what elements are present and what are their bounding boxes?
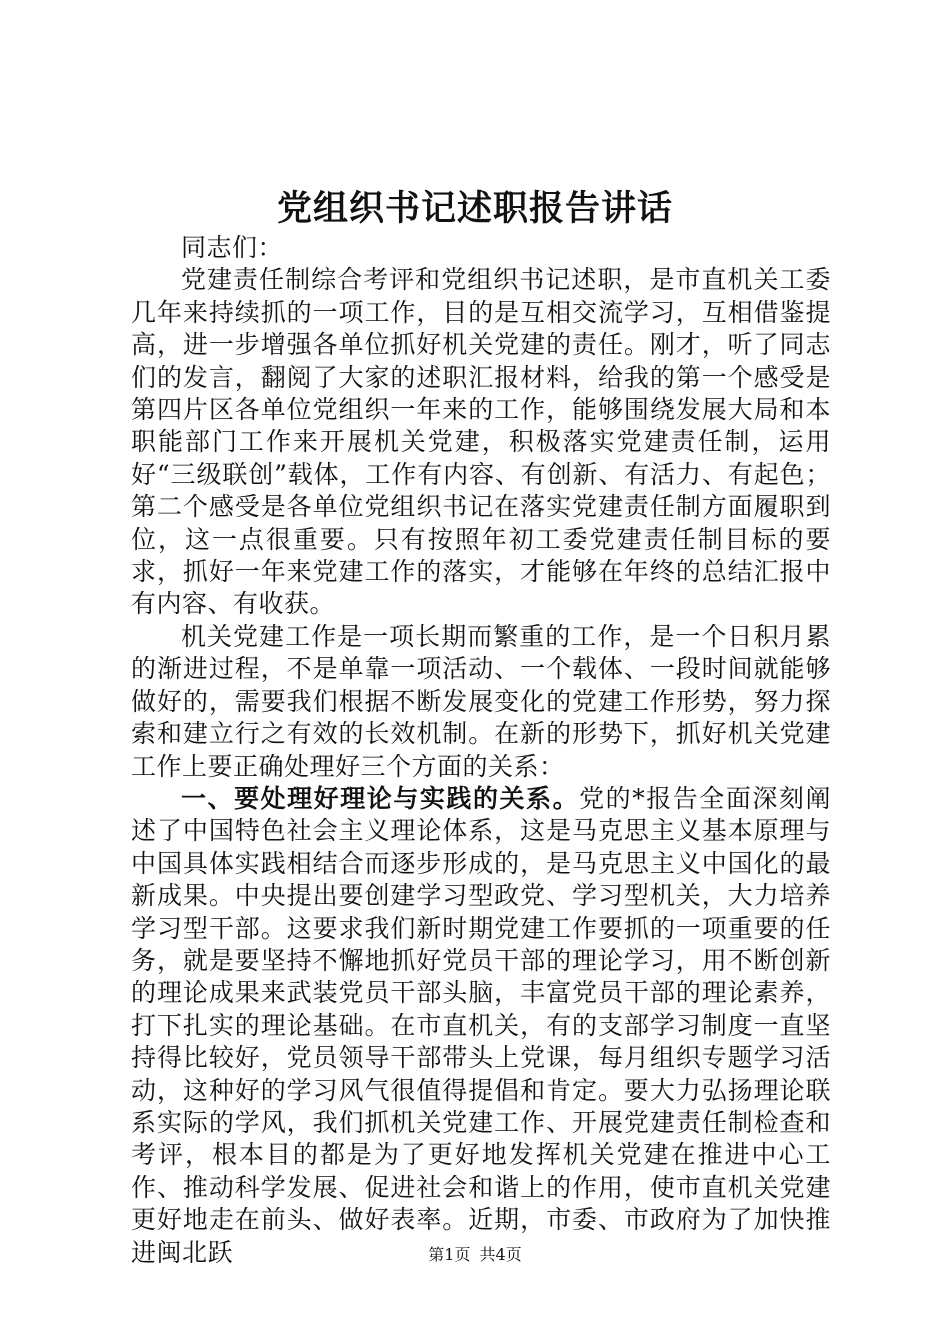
- document-body: [131, 232, 831, 1269]
- page-number: 第1页: [428, 1245, 471, 1264]
- section-1-text: 党的*报告全面深刻阐述了中国特色社会主义理论体系，这是马克思主义基本原理与中国具体实践相结合而逐步形成的，是马克思主义中国化的最新成果。中央提出要创建学习型政党、学习型机关，大力培养学习型干部。这要求我们新时期党建工作要抓的一项重要的任务，就是要坚持不懈地抓好党员干部的理论学习，用不断创新的理论成果来武装党员干部头脑，丰富党员干部的理论素养，打下扎实的理论基础。在市直机关，有的支部学习制度一直坚持得比较好，党员领导干部带头上党课，每月组织专题学习活动，这种好的学习风气很值得提倡和肯定。要大力弘扬理论联系实际的学风，我们抓机关党建工作、开展党建责任制检查和考评，根本目的都是为了更好地发挥机关党建在推进中心工作、推动科学发展、促进社会和谐上的作用，使市直机关党建更好地走在前头、做好表率。近期，市委、市政府为了加快推进闽北跃: [131, 783, 831, 1267]
- paragraph-1: 党建责任制综合考评和党组织书记述职，是市直机关工委几年来持续抓的一项工作，目的是互相交流学习，互相借鉴提高，进一步增强各单位抓好机关党建的责任。刚才，听了同志们的发言，翻阅了大家的述职汇报材料，给我的第一个感受是第四片区各单位党组织一年来的工作，能够围绕发展大局和本职能部门工作来开展机关党建，积极落实党建责任制，运用好“三级联创”载体，工作有内容、有创新、有活力、有起色；第二个感受是各单位党组织书记在落实党建责任制方面履职到位，这一点很重要。只有按照年初工委党建责任制目标的要求，抓好一年来党建工作的落实，才能够在年终的总结汇报中有内容、有收获。: [131, 265, 831, 619]
- paragraph-2: 机关党建工作是一项长期而繁重的工作，是一个日积月累的渐进过程，不是单靠一项活动、一个载体、一段时间就能够做好的，需要我们根据不断发展变化的党建工作形势，努力探索和建立行之有效的长效机制。在新的形势下，抓好机关党建工作上要正确处理好三个方面的关系：: [131, 621, 831, 781]
- paragraph-3: [131, 783, 831, 1269]
- section-1-heading: 一、要处理好理论与实践的关系。: [181, 783, 580, 813]
- document-title: 党组织书记述职报告讲话: [276, 188, 673, 229]
- salutation: 同志们：: [181, 233, 284, 262]
- page-footer: [0, 1245, 950, 1265]
- page-total: 共4页: [479, 1245, 522, 1264]
